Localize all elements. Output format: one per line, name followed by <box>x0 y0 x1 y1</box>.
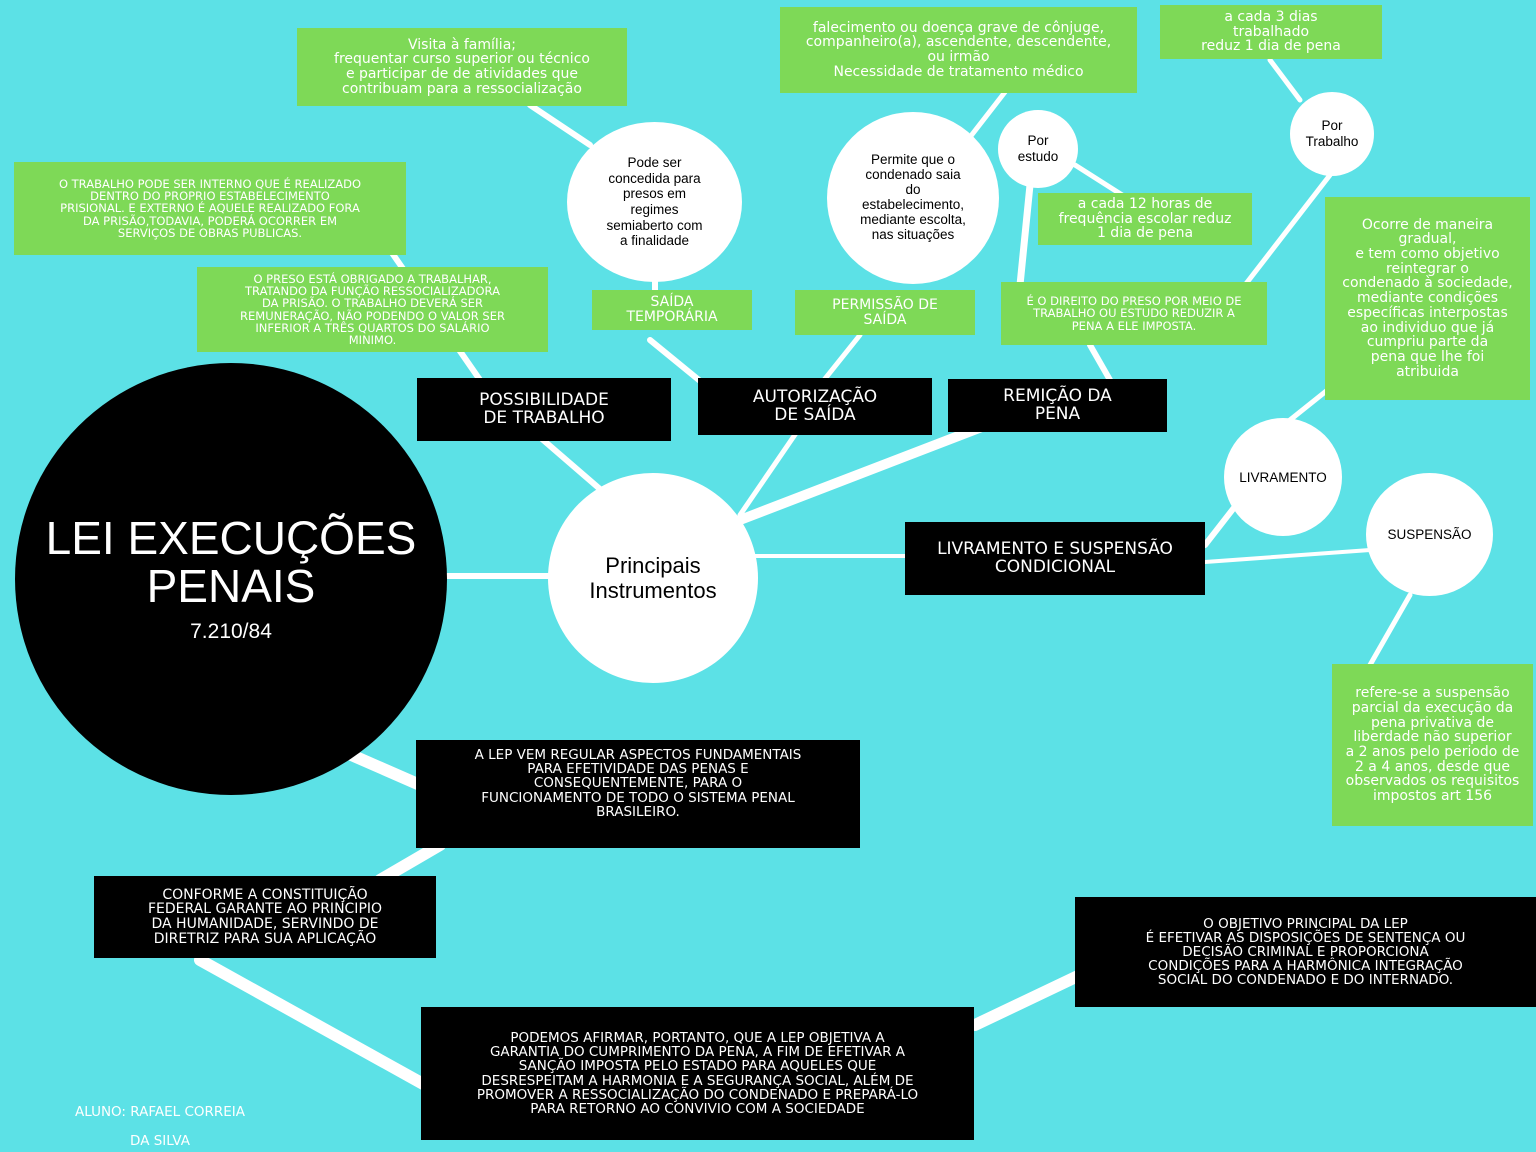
circle-text: Permite que o condenado saia do estabelecimento, mediante escolta, nas situações <box>860 152 966 242</box>
category-livramento-label: LIVRAMENTO E SUSPENSÃO CONDICIONAL <box>937 538 1173 577</box>
box-text: A LEP VEM REGULAR ASPECTOS FUNDAMENTAIS PARA EFETIVIDADE DAS PENAS E CONSEQUENTEMENTE, PARA O FUNCIONAMENTO DE TODO O SISTEMA PENAL BRASILEIRO. <box>474 747 802 820</box>
author-line-2: DA SILVA <box>130 1133 190 1149</box>
connector <box>1205 550 1370 562</box>
connector <box>200 960 425 1085</box>
note-text: O TRABALHO PODE SER INTERNO QUE É REALIZADO DENTRO DO PROPRIO ESTABELECIMENTO PRISIONAL. E EXTERNO É AQUELE REALIZADO FORA DA PRISÃO,TODAVIA, PODERÁ OCORRER EM SERVIÇOS DE OBRAS PUBLICAS. <box>58 177 362 240</box>
connector <box>530 105 590 145</box>
center-label: Principais Instrumentos <box>589 552 717 603</box>
note-por-trabalho <box>1160 5 1382 59</box>
category-saida <box>698 378 932 435</box>
category-trabalho-label: POSSIBILIDADE DE TRABALHO <box>479 389 609 428</box>
connector <box>975 975 1080 1025</box>
note-saida-temporaria <box>297 28 627 106</box>
category-remicao <box>948 379 1167 432</box>
label-saida-temporaria <box>592 290 752 330</box>
connector <box>1245 175 1330 285</box>
main-subtitle: 7.210/84 <box>190 620 272 644</box>
main-title-circle <box>15 363 447 795</box>
note-text: Ocorre de maneira gradual, e tem como objetivo reintegrar o condenado à sociedade, mediante condições específicas interpostas ao individuo que já cumpriu parte da pena que lhe foi atribuida <box>1342 216 1513 380</box>
note-text: falecimento ou doença grave de cônjuge, companheiro(a), ascendente, descendente, ou irmão Necessidade de tratamento médico <box>805 19 1112 80</box>
connector <box>1090 345 1110 380</box>
note-text: Visita à família; frequentar curso superior ou técnico e participar de de atividades que contribuam para a ressocialização <box>334 36 590 97</box>
label-permissao-saida <box>795 290 975 335</box>
connector <box>1020 185 1030 285</box>
note-text: É O DIREITO DO PRESO POR MEIO DE TRABALHO OU ESTUDO REDUZIR A PENA A ELE IMPOSTA. <box>1026 294 1242 333</box>
circle-por-trabalho <box>1290 92 1374 176</box>
connector <box>1370 595 1410 665</box>
circle-livramento <box>1224 418 1342 536</box>
circle-text: Pode ser concedida para presos em regimes semiaberto com a finalidade <box>606 155 703 249</box>
note-por-estudo <box>1038 193 1252 245</box>
box-text: PODEMOS AFIRMAR, PORTANTO, QUE A LEP OBJETIVA A GARANTIA DO CUMPRIMENTO DA PENA, A FIM DE EFETIVAR A SANÇÃO IMPOSTA PELO ESTADO PARA AQUELES QUE DESRESPEITAM A HARMONIA E A SEGURANÇA SOCIAL, ALÉM DE PROMOVER A RESSOCIALIZAÇÃO DO CONDENADO E PREPARÁ-LO PARA RETORNO AO CONVIVIO COM A SOCIEDADE <box>476 1029 919 1117</box>
category-saida-label: AUTORIZAÇÃO DE SAÍDA <box>752 386 878 425</box>
note-text: PERMISSÃO DE SAÍDA <box>832 296 938 328</box>
author-line-1: ALUNO: RAFAEL CORREIA <box>74 1104 246 1120</box>
note-text: a cada 3 dias trabalhado reduz 1 dia de pena <box>1201 8 1341 55</box>
circle-text: SUSPENSÃO <box>1387 527 1472 542</box>
box-objetivo-principal <box>1075 897 1536 1007</box>
note-text: refere-se a suspensão parcial da execução da pena privativa de liberdade não superior a 2 anos pelo periodo de 2 a 4 anos, desde que observados os requisitos impostos art 156 <box>1345 685 1520 805</box>
category-trabalho <box>417 378 671 441</box>
box-text: CONFORME A CONSTITUIÇÃO FEDERAL GARANTE AO PRINCIPIO DA HUMANIDADE, SERVINDO DE DIRETRIZ PARA SUA APLICAÇÃO <box>147 886 383 947</box>
circle-text: Por estudo <box>1017 133 1059 164</box>
note-trabalho-interno-externo <box>14 162 406 255</box>
note-text: SAÍDA TEMPORÁRIA <box>626 294 718 325</box>
center-circle <box>548 473 758 683</box>
box-constituicao <box>94 876 436 958</box>
circle-suspensao <box>1366 473 1493 596</box>
connector <box>1270 60 1300 100</box>
circle-permissao-saida <box>827 112 999 284</box>
box-text: O OBJETIVO PRINCIPAL DA LEP É EFETIVAR AS DISPOSIÇÕES DE SENTENÇA OU DECISÃO CRIMINAL E PROPORCIONA CONDIÇÕES PARA A HARMÔNICA INTEGRAÇÃO SOCIAL DO CONDENADO E DO INTERNADO. <box>1145 915 1466 989</box>
box-podemos-afirmar <box>421 1007 974 1140</box>
note-permissao-saida <box>780 7 1137 93</box>
box-lep-regula <box>416 740 860 848</box>
note-text: O PRESO ESTÁ OBRIGADO A TRABALHAR, TRATANDO DA FUNÇÃO RESSOCIALIZADORA DA PRISÃO. O TRABALHO DEVERÁ SER REMUNERAÇÃO, NÃO PODENDO O VALOR SER INFERIOR A TRÊS QUARTOS DO SALÁRIO MINIMO. <box>240 272 505 347</box>
note-remicao-definicao <box>1001 282 1267 345</box>
connector <box>740 420 1000 520</box>
category-livramento <box>905 522 1205 595</box>
note-text: a cada 12 horas de frequência escolar reduz 1 dia de pena <box>1058 195 1232 242</box>
note-livramento <box>1325 197 1530 400</box>
main-title: LEI EXECUÇÕES PENAIS <box>45 511 417 612</box>
circle-por-estudo <box>998 110 1078 188</box>
connector <box>380 845 440 880</box>
circle-text: Por Trabalho <box>1305 118 1359 149</box>
circle-saida-temporaria <box>567 122 742 282</box>
category-remicao-label: REMIÇÃO DA PENA <box>1003 385 1112 424</box>
note-suspensao <box>1332 664 1533 826</box>
circle-text: LIVRAMENTO <box>1239 469 1327 485</box>
note-trabalho-obrigado <box>197 267 548 352</box>
